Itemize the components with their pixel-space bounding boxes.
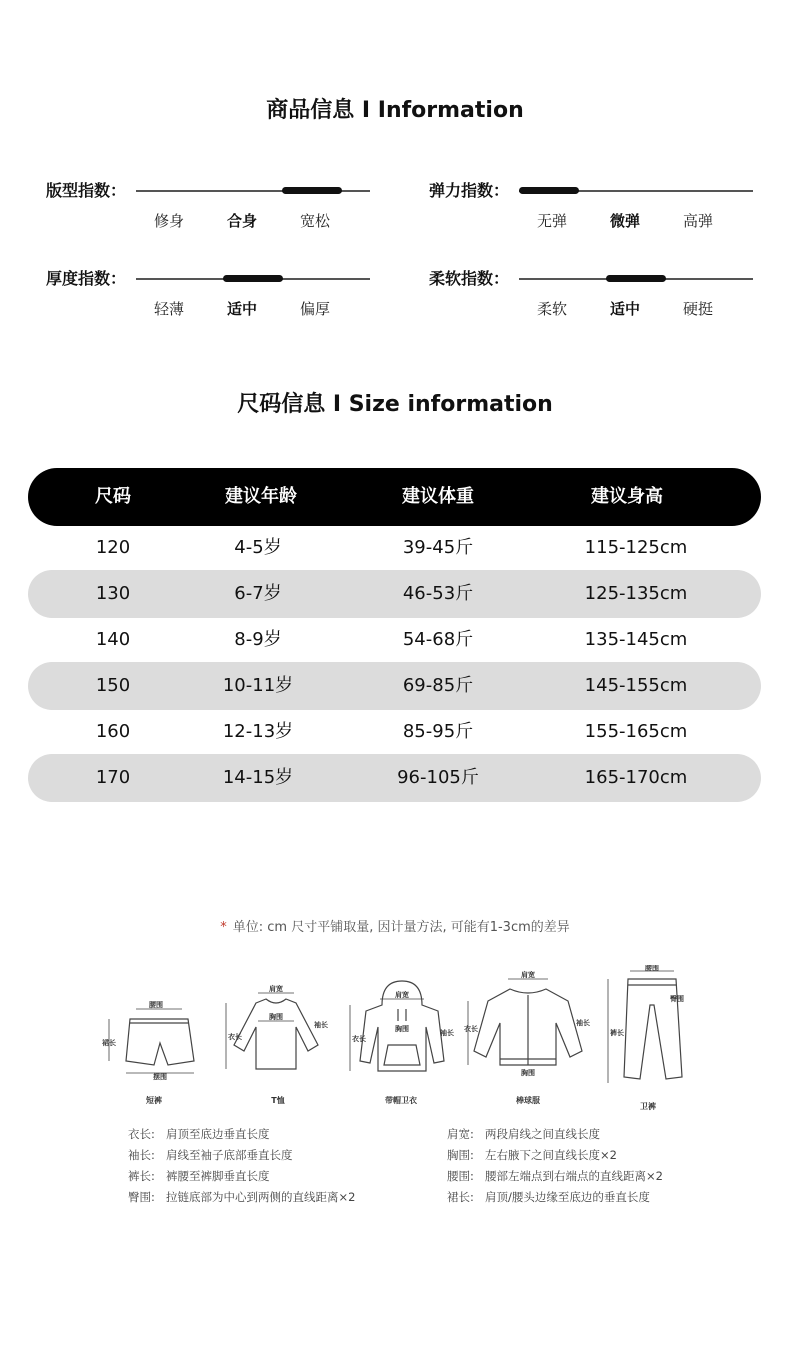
index-level — [223, 275, 283, 282]
table-row — [28, 662, 761, 710]
tee-label: 衣长 — [228, 1033, 242, 1041]
pants-label: 臀围 — [670, 995, 684, 1003]
header-size: 尺码 — [95, 486, 131, 507]
size-info-title: 尺码信息 I Size information — [237, 392, 553, 417]
tee-label: 胸围 — [269, 1013, 283, 1021]
table-header — [28, 468, 761, 526]
hoodie-label: 胸围 — [395, 1025, 409, 1033]
elasticity-index — [429, 178, 753, 238]
header-age: 建议年龄 — [225, 486, 297, 507]
garment-diagrams — [98, 965, 698, 1115]
legend-value: 腰部左端点到右端点的直线距离×2 — [485, 1169, 663, 1183]
legend-key: 胸围: — [447, 1148, 474, 1162]
index-track — [136, 278, 370, 280]
diagram-caption: 带帽卫衣 — [385, 1096, 417, 1105]
legend-key: 衣长: — [128, 1127, 155, 1141]
legend-item — [447, 1145, 663, 1166]
baseball-jacket-diagram — [464, 965, 592, 1105]
cell-height: 165-170cm — [584, 767, 688, 788]
legend-value: 肩顶至底边垂直长度 — [166, 1127, 270, 1141]
pants-illustration — [600, 965, 696, 1100]
legend-key: 肩宽: — [447, 1127, 474, 1141]
diagram-caption: 短裤 — [146, 1096, 162, 1105]
cell-weight: 54-68斤 — [402, 629, 474, 650]
legend-item — [447, 1124, 663, 1145]
legend-value: 拉链底部为中心到两侧的直线距离×2 — [166, 1190, 356, 1204]
index-option-selected: 微弹 — [609, 212, 640, 230]
legend-value: 肩线至袖子底部垂直长度 — [166, 1148, 293, 1162]
cell-age: 14-15岁 — [222, 767, 294, 788]
cell-weight: 46-53斤 — [402, 583, 474, 604]
cell-size: 140 — [95, 629, 131, 650]
softness-index — [429, 266, 753, 326]
diagram-caption: T恤 — [271, 1096, 285, 1105]
baseball-label: 衣长 — [464, 1025, 478, 1033]
legend-value: 裤腰至裤脚垂直长度 — [166, 1169, 270, 1183]
hoodie-diagram — [342, 965, 460, 1105]
index-level — [519, 187, 579, 194]
table-row — [28, 570, 761, 618]
baseball-label: 肩宽 — [521, 971, 535, 979]
cell-age: 12-13岁 — [222, 721, 294, 742]
cell-size: 170 — [95, 767, 131, 788]
cell-size: 130 — [95, 583, 131, 604]
tee-illustration — [218, 965, 338, 1090]
index-option: 硬挺 — [682, 300, 713, 318]
note-star: * — [220, 920, 227, 935]
index-track — [136, 190, 370, 192]
index-track — [519, 278, 753, 280]
legend-item — [128, 1166, 355, 1187]
legend-key: 裙长: — [447, 1190, 474, 1204]
index-label: 版型指数： — [46, 181, 127, 200]
pants-label: 裤长 — [610, 1029, 624, 1037]
cell-height: 155-165cm — [584, 721, 688, 742]
hoodie-label: 肩宽 — [395, 991, 409, 999]
index-option: 柔软 — [536, 300, 567, 318]
shorts-diagram — [98, 965, 210, 1105]
index-option: 高弹 — [682, 212, 713, 230]
legend-value: 肩顶/腰头边缘至底边的垂直长度 — [485, 1190, 650, 1204]
cell-age: 8-9岁 — [234, 629, 282, 650]
legend-key: 袖长: — [128, 1148, 155, 1162]
index-level — [606, 275, 666, 282]
hoodie-label: 袖长 — [440, 1029, 454, 1037]
table-row — [28, 708, 761, 756]
index-label: 弹力指数： — [429, 181, 510, 200]
index-option: 修身 — [153, 212, 184, 230]
note-text: 单位: cm 尺寸平铺取量, 因计量方法, 可能有1-3cm的差异 — [232, 920, 570, 935]
legend-key: 裤长: — [128, 1169, 155, 1183]
cell-height: 145-155cm — [584, 675, 688, 696]
cell-size: 160 — [95, 721, 131, 742]
index-option-selected: 合身 — [226, 212, 257, 230]
baseball-jacket-illustration — [464, 965, 592, 1090]
shorts-label: 腰围 — [149, 1001, 163, 1009]
diagram-caption: 卫裤 — [640, 1102, 656, 1111]
hoodie-illustration — [342, 965, 460, 1090]
index-label: 柔软指数： — [429, 269, 510, 288]
index-option: 无弹 — [536, 212, 567, 230]
legend-item — [128, 1187, 355, 1208]
baseball-label: 胸围 — [521, 1069, 535, 1077]
size-table — [28, 468, 761, 802]
table-row — [28, 616, 761, 664]
legend-key: 臀围: — [128, 1190, 155, 1204]
cell-age: 10-11岁 — [222, 675, 294, 696]
shorts-illustration — [98, 965, 210, 1090]
thickness-index — [46, 266, 370, 326]
tee-label: 袖长 — [314, 1021, 328, 1029]
index-option: 轻薄 — [153, 300, 184, 318]
index-option: 宽松 — [299, 212, 330, 230]
cell-weight: 69-85斤 — [402, 675, 474, 696]
cell-height: 135-145cm — [584, 629, 688, 650]
index-level — [282, 187, 342, 194]
hoodie-label: 衣长 — [352, 1035, 366, 1043]
cell-weight: 96-105斤 — [397, 767, 479, 788]
cell-weight: 85-95斤 — [402, 721, 474, 742]
index-track — [519, 190, 753, 192]
shorts-label: 摆围 — [153, 1073, 167, 1081]
diagram-caption: 棒球服 — [516, 1096, 540, 1105]
index-option: 偏厚 — [299, 300, 330, 318]
table-row — [28, 754, 761, 802]
cell-size: 150 — [95, 675, 131, 696]
legend-item — [128, 1145, 355, 1166]
shorts-label: 裙长 — [102, 1039, 116, 1047]
index-option-selected: 适中 — [226, 300, 257, 318]
index-label: 厚度指数： — [46, 269, 127, 288]
fit-index — [46, 178, 370, 238]
cell-height: 115-125cm — [584, 537, 688, 558]
cell-weight: 39-45斤 — [402, 537, 474, 558]
measurement-note — [0, 916, 790, 935]
tee-diagram — [218, 965, 338, 1105]
header-weight: 建议体重 — [402, 486, 474, 507]
tee-label: 肩宽 — [269, 985, 283, 993]
pants-diagram — [600, 965, 696, 1110]
table-row — [28, 524, 761, 572]
measurement-legend-left — [128, 1124, 355, 1208]
cell-age: 4-5岁 — [234, 537, 282, 558]
legend-value: 两段肩线之间直线长度 — [485, 1127, 600, 1141]
legend-item — [447, 1166, 663, 1187]
legend-key: 腰围: — [447, 1169, 474, 1183]
pants-label: 腰围 — [645, 965, 659, 972]
cell-size: 120 — [95, 537, 131, 558]
header-height: 建议身高 — [591, 486, 663, 507]
cell-height: 125-135cm — [584, 583, 688, 604]
legend-item — [447, 1187, 663, 1208]
legend-item — [128, 1124, 355, 1145]
legend-value: 左右腋下之间直线长度×2 — [485, 1148, 617, 1162]
baseball-label: 袖长 — [576, 1019, 590, 1027]
index-option-selected: 适中 — [609, 300, 640, 318]
product-info-title: 商品信息 I Information — [266, 98, 524, 123]
cell-age: 6-7岁 — [234, 583, 282, 604]
measurement-legend-right — [447, 1124, 663, 1208]
